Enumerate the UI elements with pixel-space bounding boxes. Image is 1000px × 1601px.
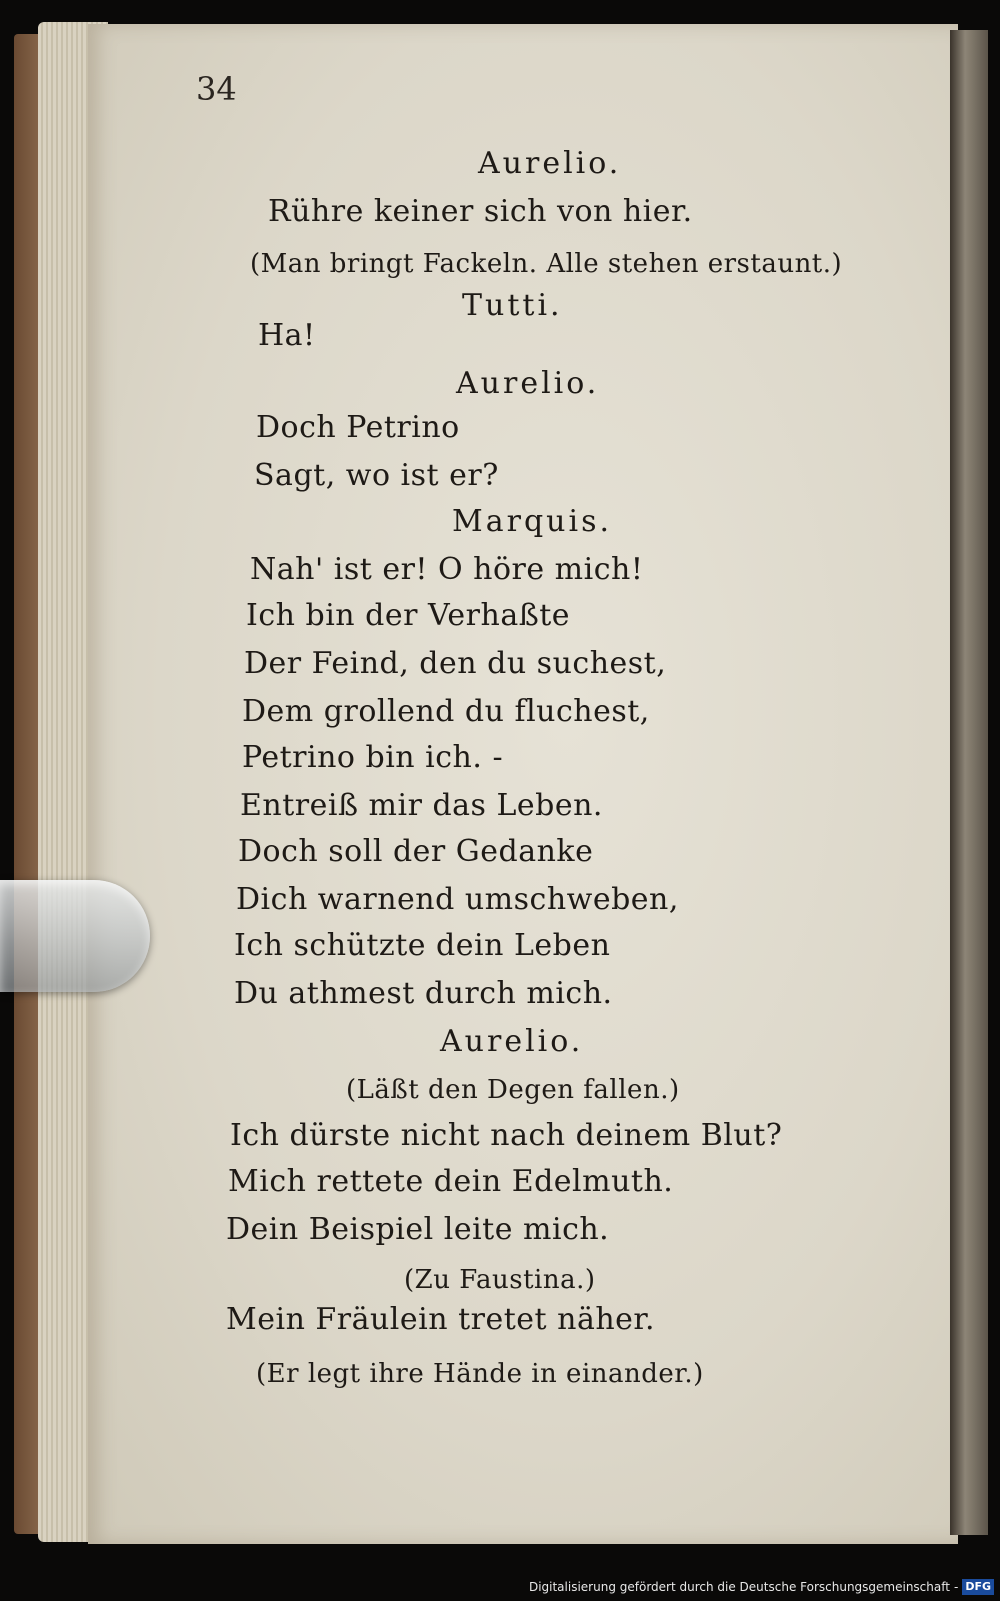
verse-line: Rühre keiner sich von hier. (268, 194, 693, 229)
stage-direction: (Er legt ihre Hände in einander.) (256, 1359, 704, 1389)
speaker-name: Aurelio. (456, 366, 600, 401)
verse-line: Sagt, wo ist er? (254, 458, 499, 493)
credit-separator: - (953, 1580, 959, 1594)
stage-direction: (Man bringt Fackeln. Alle stehen erstaunt.) (250, 249, 843, 279)
verse-line: Mein Fräulein tretet näher. (226, 1302, 656, 1337)
speaker-name: Aurelio. (478, 146, 622, 181)
page-number: 34 (196, 70, 237, 108)
stage-direction: (Läßt den Degen fallen.) (346, 1075, 680, 1105)
dfg-logo: DFG (962, 1579, 994, 1595)
verse-line: Doch soll der Gedanke (238, 834, 594, 869)
credit-text: Digitalisierung gefördert durch die Deutsche Forschungsgemeinschaft (528, 1580, 950, 1594)
verse-line: Der Feind, den du suchest, (244, 646, 667, 681)
stage-direction: (Zu Faustina.) (404, 1265, 596, 1295)
verse-line: Du athmest durch mich. (234, 976, 613, 1011)
verse-line: Mich rettete dein Edelmuth. (228, 1164, 674, 1199)
digitization-credit (529, 1577, 994, 1597)
verse-line: Petrino bin ich. - (242, 740, 504, 775)
verse-line: Dich warnend umschweben, (236, 882, 679, 917)
verse-line: Entreiß mir das Leben. (240, 788, 603, 823)
verse-line: Ich dürste nicht nach deinem Blut? (230, 1118, 783, 1153)
verse-line: Nah' ist er! O höre mich! (250, 552, 644, 587)
speaker-name: Marquis. (452, 504, 612, 539)
verse-line: Ha! (258, 318, 316, 353)
verse-line: Doch Petrino (256, 410, 460, 445)
speaker-name: Aurelio. (440, 1024, 584, 1059)
verse-line: Dem grollend du fluchest, (242, 694, 650, 729)
speaker-name: Tutti. (462, 288, 563, 323)
page-clip (0, 880, 150, 992)
verse-line: Ich bin der Verhaßte (246, 598, 571, 633)
verse-line: Dein Beispiel leite mich. (226, 1212, 610, 1247)
verse-line: Ich schützte dein Leben (234, 928, 611, 963)
